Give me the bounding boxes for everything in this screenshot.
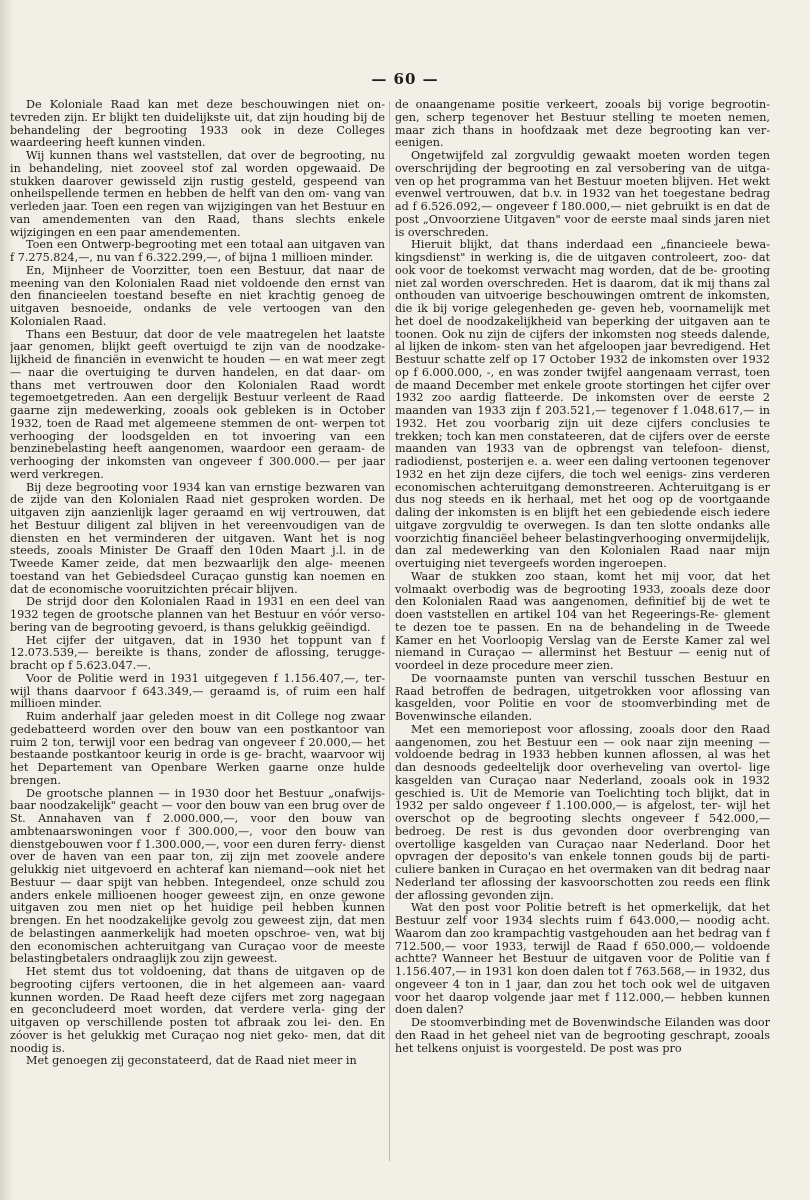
paragraph: De strijd door den Kolonialen Raad in 1931 en een deel van 1932 tegen de grootsche plannen van het Bestuur en vóór verso- bering van de begrooting gevoerd, is thans gelukkig geëindigd. <box>10 595 385 634</box>
paragraph: De stoomverbinding met de Bovenwindsche Eilanden was door den Raad in het geheel niet van de begrooting geschrapt, zooals het telkens onjuist is voorgesteld. De post was pro <box>395 1016 770 1055</box>
paragraph: Voor de Politie werd in 1931 uitgegeven f 1.156.407,—, ter- wijl thans daarvoor f 643.349,— geraamd is, of ruim een half millioen minder. <box>10 671 385 711</box>
paragraph: Bij deze begrooting voor 1934 kan van ernstige bezwaren van de zijde van den Kolonialen Raad niet gesproken worden. De uitgaven zijn aanzienlijk lager geraamd en wij vertrouwen, dat het Bestuur diligent zal blijven in het vereenvoudigen van de diensten en het verminderen der uitgaven. Want het is nog steeds, zooals Minister De Graaff den 10den Maart j.l. in de Tweede Kamer zeide, dat men bezwaarlijk den alge- meenen toestand van het Gebiedsdeel Curaçao gunstig kan noemen en dat de economische vooruitzichten précair blijven. <box>10 480 385 596</box>
paragraph: Toen een Ontwerp-begrooting met een totaal aan uitgaven van f 7.275.824,—, nu van f 6.322.299,—, of bijna 1 millioen minder. <box>10 238 385 264</box>
left-column <box>10 99 385 1173</box>
paragraph: Het cijfer der uitgaven, dat in 1930 het toppunt van f 12.073.539,— bereikte is thans, zonder de aflossing, terugge- bracht op f 5.623.047.—. <box>10 633 385 672</box>
paragraph: De Koloniale Raad kan met deze beschouwingen niet on- tevreden zijn. Er blijkt ten duidelijkste uit, dat zijn houding bij de behandeling der begrooting 1933 ook in deze Colleges waardeering heeft kunnen vinden. <box>10 99 385 150</box>
paragraph: Ruim anderhalf jaar geleden moest in dit College nog zwaar gedebatteerd worden over den bouw van een postkantoor van ruim 2 ton, terwijl voor een bedrag van ongeveer f 20.000,— het bestaande postkantoor keurig in orde is ge- bracht, waarvoor wij het Departement van Openbare Werken gaarne onze hulde brengen. <box>10 710 385 787</box>
paragraph: de onaangename positie verkeert, zooals bij vorige begrootin- gen, scherp tegenover het Bestuur stelling te moeten nemen, maar zich thans in hoofdzaak met deze begrooting kan ver- eenigen. <box>395 99 770 150</box>
paragraph: Waar de stukken zoo staan, komt het mij voor, dat het volmaakt overbodig was de begrooting 1933, zooals deze door den Kolonialen Raad was aangenomen, definitief bij de wet te doen vaststellen en artikel 104 van het Regeerings-Re- glement te dezen toe te passen. En na de behandeling in de Tweede Kamer en het Voorloopig Verslag van de Eerste Kamer zal wel niemand in Curaçao — allerminst het Bestuur — eenig nut of voordeel in deze procedure meer zien. <box>395 569 770 672</box>
paragraph: De grootsche plannen — in 1930 door het Bestuur „onafwijs- baar noodzakelijk" geacht — voor den bouw van een brug over de St. Annahaven van f 2.000.000,—, voor den bouw van ambtenaarswoningen voor f 300.000,—, voor den bouw van dienstgebouwen voor f 1.300.000,—, voor een duren ferry- dienst over de haven van een paar ton, zij zijn met zoovele andere gelukkig niet uitgevoerd en achteraf kan niemand—ook niet het Bestuur — daar spijt van hebben. Integendeel, onze schuld zou anders enkele millioenen hooger geweest zijn, en onze gewone uitgaven zou men niet op het huidige peil hebben kunnen brengen. En het noodzakelijke gevolg zou geweest zijn, dat men de belastingen aanmerkelijk had moeten opschroe- ven, wat bij den economischen achteruitgang van Curaçao voor de meeste belastingbetalers ondraaglijk zou zijn geweest. <box>10 786 385 966</box>
column-divider <box>389 101 390 1161</box>
paragraph: Het stemt dus tot voldoening, dat thans de uitgaven op de begrooting cijfers vertoonen, die in het algemeen aan- vaard kunnen worden. De Raad heeft deze cijfers met zorg nagegaan en geconcludeerd moet worden, dat verdere verla- ging der uitgaven op verschillende posten tot afbraak zou lei- den. En zóover is het gelukkig met Curaçao nog niet geko- men, dat dit noodig is. <box>10 965 385 1055</box>
paragraph: Hieruit blijkt, dat thans inderdaad een „financieele bewa- kingsdienst" in werking is, die de uitgaven controleert, zoo- dat ook voor de toekomst verwacht mag worden, dat de be- grooting niet zal worden overschreden. Het is daarom, dat ik mij thans zal onthouden van uitvoerige beschouwingen omtrent de inkomsten, die ik bij vorige gelegenheden ge- geven heb, voornamelijk met het doel de noodzakelijkheid van beperking der uitgaven aan te toonen. Ook nu zijn de cijfers der inkomsten nog steeds dalende, al lijken de inkom- sten van het afgeloopen jaar bevredigend. Het Bestuur schatte zelf op 17 October 1932 de inkomsten over 1932 op f 6.000.000, -, en was zonder twijfel aangenaam verrast, toen de maand December met enkele groote stortingen het cijfer over 1932 zoo aardig flatteerde. De inkomsten over de eerste 2 maanden van 1933 zijn f 203.521,— tegenover f 1.048.617,— in 1932. Het zou voorbarig zijn uit deze cijfers conclusies te trekken; toch kan men constateeren, dat de cijfers over de eerste maanden van 1933 van de opbrengst van telefoon- dienst, radiodienst, posterijen e. a. weer een daling vertoonen tegenover 1932 en het zijn deze cijfers, die toch wel eenigs- zins verderen economischen achteruitgang demonstreeren. Achteruitgang is er dus nog steeds en ik herhaal, met het oog op de voortgaande daling der inkomsten is en blijft het een gebiedende eisch iedere uitgave zorgvuldig te overwegen. Is dan ten slotte ondanks alle voorzichtig financiëel beheer belastingverhooging onvermijdelijk, dan zal medewerking van den Kolonialen Raad naar mijn overtuiging niet tevergeefs worden ingeroepen. <box>395 238 770 570</box>
paragraph: Ongetwijfeld zal zorgvuldig gewaakt moeten worden tegen overschrijding der begrooting en zal versobering van de uitga- ven op het programma van het Bestuur moeten blijven. Het wekt evenwel vertrouwen, dat b.v. in 1932 van het toegestane bedrag ad f 6.526.092,— ongeveer f 180.000,— niet gebruikt is en dat de post „Onvoorziene Uitgaven" voor de eerste maal sinds jaren niet is overschreden. <box>395 149 770 239</box>
paragraph: Wij kunnen thans wel vaststellen, dat over de begrooting, nu in behandeling, niet zooveel stof zal worden opgewaaid. De stukken daarover gewisseld zijn rustig gesteld, gespeend van onheilspellende termen en hebben de helft van den om- vang van verleden jaar. Toen een regen van wijzigingen van het Bestuur en van amendementen van den Raad, thans slechts enkele wijzigingen en een paar amendementen. <box>10 149 385 239</box>
paragraph: Thans een Bestuur, dat door de vele maatregelen het laatste jaar genomen, blijkt geeft overtuigd te zijn van de noodzake- lijkheid de financiën in evenwicht te houden — en wat meer zegt — naar die overtuiging te durven handelen, en dat daar- om thans met vertrouwen door den Kolonialen Raad wordt tegemoetgetreden. Aan een dergelijk Bestuur verleent de Raad gaarne zijn medewerking, zooals ook gebleken is in October 1932, toen de Raad met algemeene stemmen de ont- werpen tot verhooging der loodsgelden en tot invoering van een benzinebelasting heeft aangenomen, waardoor een geraam- de verhooging der inkomsten van ongeveer f 300.000.— per jaar werd verkregen. <box>10 327 385 481</box>
paragraph: Wat den post voor Politie betreft is het opmerkelijk, dat het Bestuur zelf voor 1934 slechts ruim f 643.000,— noodig acht. Waarom dan zoo krampachtig vastgehouden aan het bedrag van f 712.500,— voor 1933, terwijl de Raad f 650.000,— voldoende achtte? Wanneer het Bestuur de uitgaven voor de Politie van f 1.156.407,— in 1931 kon doen dalen tot f 763.568,— in 1932, dus ongeveer 4 ton in 1 jaar, dan zou het toch ook wel de uitgaven voor het daarop volgende jaar met f 112.000,— hebben kunnen doen dalen? <box>395 901 770 1017</box>
paragraph: En, Mijnheer de Voorzitter, toen een Bestuur, dat naar de meening van den Kolonialen Raad niet voldoende den ernst van den financieelen toestand besefte en niet krachtig genoeg de uitgaven besnoeide, ondanks de vele vertoogen van den Kolonialen Raad. <box>10 263 385 328</box>
right-column <box>395 99 770 1173</box>
paragraph: De voornaamste punten van verschil tusschen Bestuur en Raad betroffen de bedragen, uitgetrokken voor aflossing van kasgelden, voor Politie en voor de stoomverbinding met de Bovenwinsche eilanden. <box>395 671 770 723</box>
paragraph: Met een memoriepost voor aflossing, zooals door den Raad aangenomen, zou het Bestuur een — ook naar zijn meening — voldoende bedrag in 1933 hebben kunnen aflossen, al was het dan desnoods gedeeltelijk door overheveling van overtol- lige kasgelden van Curaçao naar Nederland, zooals ook in 1932 geschied is. Uit de Memorie van Toelichting toch blijkt, dat in 1932 per saldo ongeveer f 1.100.000,— is afgelost, ter- wijl het overschot op de begrooting slechts ongeveer f 542.000,— bedroeg. De rest is dus gevonden door overbrenging van overtollige kasgelden van Curaçao naar Nederland. Door het opvragen der deposito's van enkele tonnen gouds bij de parti- culiere banken in Curaçao en het overmaken van dit bedrag naar Nederland ter aflossing der kasvoorschotten zou reeds een flink der aflossing gevonden zijn. <box>395 722 770 902</box>
page-number: — 60 — <box>371 70 439 88</box>
paragraph: Met genoegen zij geconstateerd, dat de Raad niet meer in <box>26 1054 357 1068</box>
